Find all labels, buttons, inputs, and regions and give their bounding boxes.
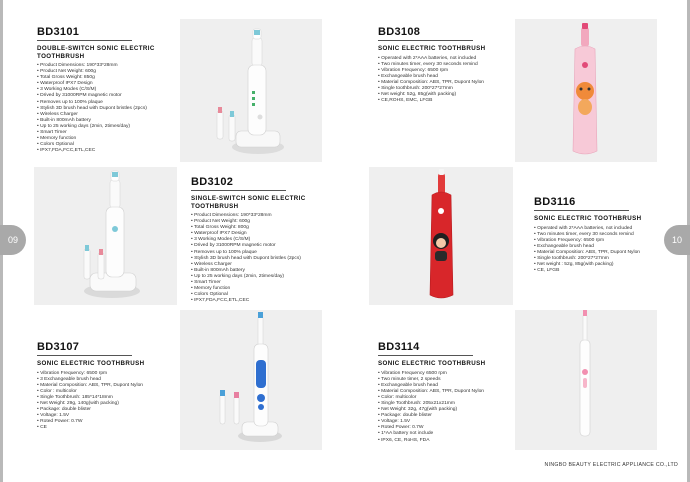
spec-item: • Material Composition: ABS, TPR, Dupont Nylon xyxy=(37,383,172,389)
spec-item: • Color: multicolor xyxy=(378,395,513,401)
product-name: SONIC ELECTRIC TOOTHBRUSH xyxy=(378,45,486,52)
spec-item: • Product Dimensions: 190*33*28mm xyxy=(37,63,172,69)
product-code: BD3114 xyxy=(378,341,420,353)
product-name: DOUBLE-SWITCH SONIC ELECTRIC TOOTHBRUSH xyxy=(37,45,155,60)
product-code: BD3116 xyxy=(534,196,576,208)
company-footer: NINGBO BEAUTY ELECTRIC APPLIANCE CO.,LTD xyxy=(544,462,678,468)
toothbrush-blue-illustration xyxy=(180,310,322,450)
product-photo-bd3101 xyxy=(180,19,322,162)
spec-item: • Net Weight: 32g, 47g(with packing) xyxy=(378,407,513,413)
spec-item: • Memory function xyxy=(191,286,326,292)
spec-item: • Single Toothbrush: 185*14*18mm xyxy=(37,395,172,401)
spec-item: • Memory function xyxy=(37,136,172,142)
spec-list xyxy=(378,56,513,105)
product-name: SONIC ELECTRIC TOOTHBRUSH xyxy=(534,215,642,222)
spec-item: • 3 Exchangeable brush head xyxy=(37,377,172,383)
spec-item: • Wireless Charger xyxy=(191,262,326,268)
spec-item: • Voltage: 1.5V xyxy=(378,419,513,425)
spec-item: • Net Weight: 29g, 140g(with packing) xyxy=(37,401,172,407)
spec-item: • Stylish 3D brush head with Dupont bristles (2pcs) xyxy=(37,106,172,112)
spec-item: • 3 Working Modes (C/S/M) xyxy=(37,87,172,93)
divider xyxy=(378,40,473,41)
spec-item: • Exchangeable brush head xyxy=(378,383,513,389)
product-code: BD3102 xyxy=(191,176,234,188)
spec-item: • Operated with 2*AAA batteries, not included xyxy=(534,226,669,232)
spec-item: • Two minutes timer, every 30 seconds remind xyxy=(378,62,513,68)
toothbrush-white-illustration xyxy=(34,167,177,305)
spec-item: • Net weight : 52g, 85g(with packing) xyxy=(534,262,669,268)
product-photo-bd3108 xyxy=(515,19,657,162)
spec-item: • Smart Timer xyxy=(191,280,326,286)
product-name: SONIC ELECTRIC TOOTHBRUSH xyxy=(37,360,145,367)
toothbrush-white-illustration xyxy=(180,19,322,162)
spec-item: • Built-in 800mAh battery xyxy=(37,118,172,124)
spec-item: • Single toothbrush: 200*27*27mm xyxy=(534,256,669,262)
divider xyxy=(534,210,629,211)
spec-item: • Package: double blister xyxy=(378,413,513,419)
product-photo-bd3114 xyxy=(515,310,657,450)
spec-item: • Total Gross Weight: 800g xyxy=(191,225,326,231)
product-bd3107 xyxy=(37,341,172,431)
spec-item: • Package: double blister xyxy=(37,407,172,413)
spec-item: • CE,ROHS, EMC, LFGB xyxy=(378,98,513,104)
divider xyxy=(37,40,132,41)
spec-item: • 1*AA battery not include xyxy=(378,431,513,437)
divider xyxy=(378,355,473,356)
spec-list xyxy=(534,226,669,275)
product-photo-bd3116 xyxy=(369,167,513,305)
divider xyxy=(37,355,132,356)
toothbrush-red-illustration xyxy=(369,167,513,305)
product-bd3108 xyxy=(378,26,513,104)
spec-item: • Two minutes timer, every 30 seconds remind xyxy=(534,232,669,238)
spec-item: • Colors Optional xyxy=(37,142,172,148)
spec-item: • Product Net Weight: 600g xyxy=(191,219,326,225)
page-number-right: 10 xyxy=(664,225,690,255)
spec-item: • Roted Power: 0.7W xyxy=(378,425,513,431)
spec-item: • Waterproof IPX7 Design xyxy=(191,231,326,237)
product-code: BD3107 xyxy=(37,341,80,353)
spec-item: • Net weight: 52g, 85g(with packing) xyxy=(378,92,513,98)
spec-item: • Operated with 2*AAA batteries, not included xyxy=(378,56,513,62)
toothbrush-slim-illustration xyxy=(515,310,657,450)
spec-item: • IPX6, CE, RoHS, FDA xyxy=(378,438,513,444)
product-name: SONIC ELECTRIC TOOTHBRUSH xyxy=(378,360,486,367)
product-code: BD3108 xyxy=(378,26,421,38)
spec-item: • Wireless Charger xyxy=(37,112,172,118)
spec-item: • Drived by 31000RPM magnetic motor xyxy=(191,243,326,249)
spec-item: • Vibration Frequency 6500 rpm xyxy=(378,371,513,377)
spec-item: • Built-in 800mAh battery xyxy=(191,268,326,274)
spec-item: • Waterproof IPX7 Design xyxy=(37,81,172,87)
spec-item: • Vibration Frequency: 6500 rpm xyxy=(37,371,172,377)
spec-item: • Product Dimensions: 190*33*28mm xyxy=(191,213,326,219)
spec-item: • CE xyxy=(37,425,172,431)
spec-item: • CE, LFGB xyxy=(534,268,669,274)
spec-item: • Removes up to 100% plaque xyxy=(191,250,326,256)
spec-list xyxy=(191,213,326,304)
spec-item: • Material Composition: ABS, TPR, Dupont Nylon xyxy=(378,389,513,395)
spec-item: • Color : multicolor xyxy=(37,389,172,395)
spec-item: • Up to 25 working days (2min, 2times/day) xyxy=(37,124,172,130)
spec-item: • IPX7,FDA,FCC,ETL,CEC xyxy=(191,298,326,304)
product-bd3114 xyxy=(378,341,513,444)
spec-item: • Roted Power: 0.7W xyxy=(37,419,172,425)
spec-item: • Exchangeable brush head xyxy=(378,74,513,80)
product-bd3102 xyxy=(191,176,326,304)
spec-item: • Smart Timer xyxy=(37,130,172,136)
spec-item: • Product Net Weight: 600g xyxy=(37,69,172,75)
page-number-left: 09 xyxy=(0,225,26,255)
spec-list xyxy=(37,371,172,432)
spec-item: • Colors Optional xyxy=(191,292,326,298)
spec-list xyxy=(37,63,172,154)
spec-item: • Material Composition: ABS, TPR, Dupont Nylon xyxy=(534,250,669,256)
toothbrush-pink-illustration xyxy=(515,19,657,162)
product-bd3116 xyxy=(534,196,669,274)
spec-item: • Material Composition: ABS, TPR, Dupont Nylon xyxy=(378,80,513,86)
product-photo-bd3102 xyxy=(34,167,177,305)
spec-list xyxy=(378,371,513,444)
spec-item: • Single toothbrush: 200*27*27mm xyxy=(378,86,513,92)
spec-item: • 3 Working Modes (C/S/M) xyxy=(191,237,326,243)
spec-item: • Single Toothbrush: 205x21x21mm xyxy=(378,401,513,407)
spec-item: • Exchangeable brush head xyxy=(534,244,669,250)
product-code: BD3101 xyxy=(37,26,80,38)
product-name: SINGLE-SWITCH SONIC ELECTRIC TOOTHBRUSH xyxy=(191,195,306,210)
spec-item: • Voltage: 1.5V xyxy=(37,413,172,419)
spec-item: • IPX7,FDA,FCC,ETL,CEC xyxy=(37,148,172,154)
spec-item: • Total Gross Weight: 850g xyxy=(37,75,172,81)
spec-item: • Up to 25 working days (2min, 2times/day) xyxy=(191,274,326,280)
product-bd3101 xyxy=(37,26,172,154)
spec-item: • Stylish 3D brush head with Dupont bristles (2pcs) xyxy=(191,256,326,262)
spec-item: • Vibration Frequency: 6500 rpm xyxy=(534,238,669,244)
spec-item: • Removes up to 100% plaque xyxy=(37,100,172,106)
divider xyxy=(191,190,286,191)
spec-item: • Two minute timer, 2 speeds xyxy=(378,377,513,383)
spec-item: • Vibration Frequency: 6500 rpm xyxy=(378,68,513,74)
product-photo-bd3107 xyxy=(180,310,322,450)
spec-item: • Drived by 31000RPM magnetic motor xyxy=(37,93,172,99)
